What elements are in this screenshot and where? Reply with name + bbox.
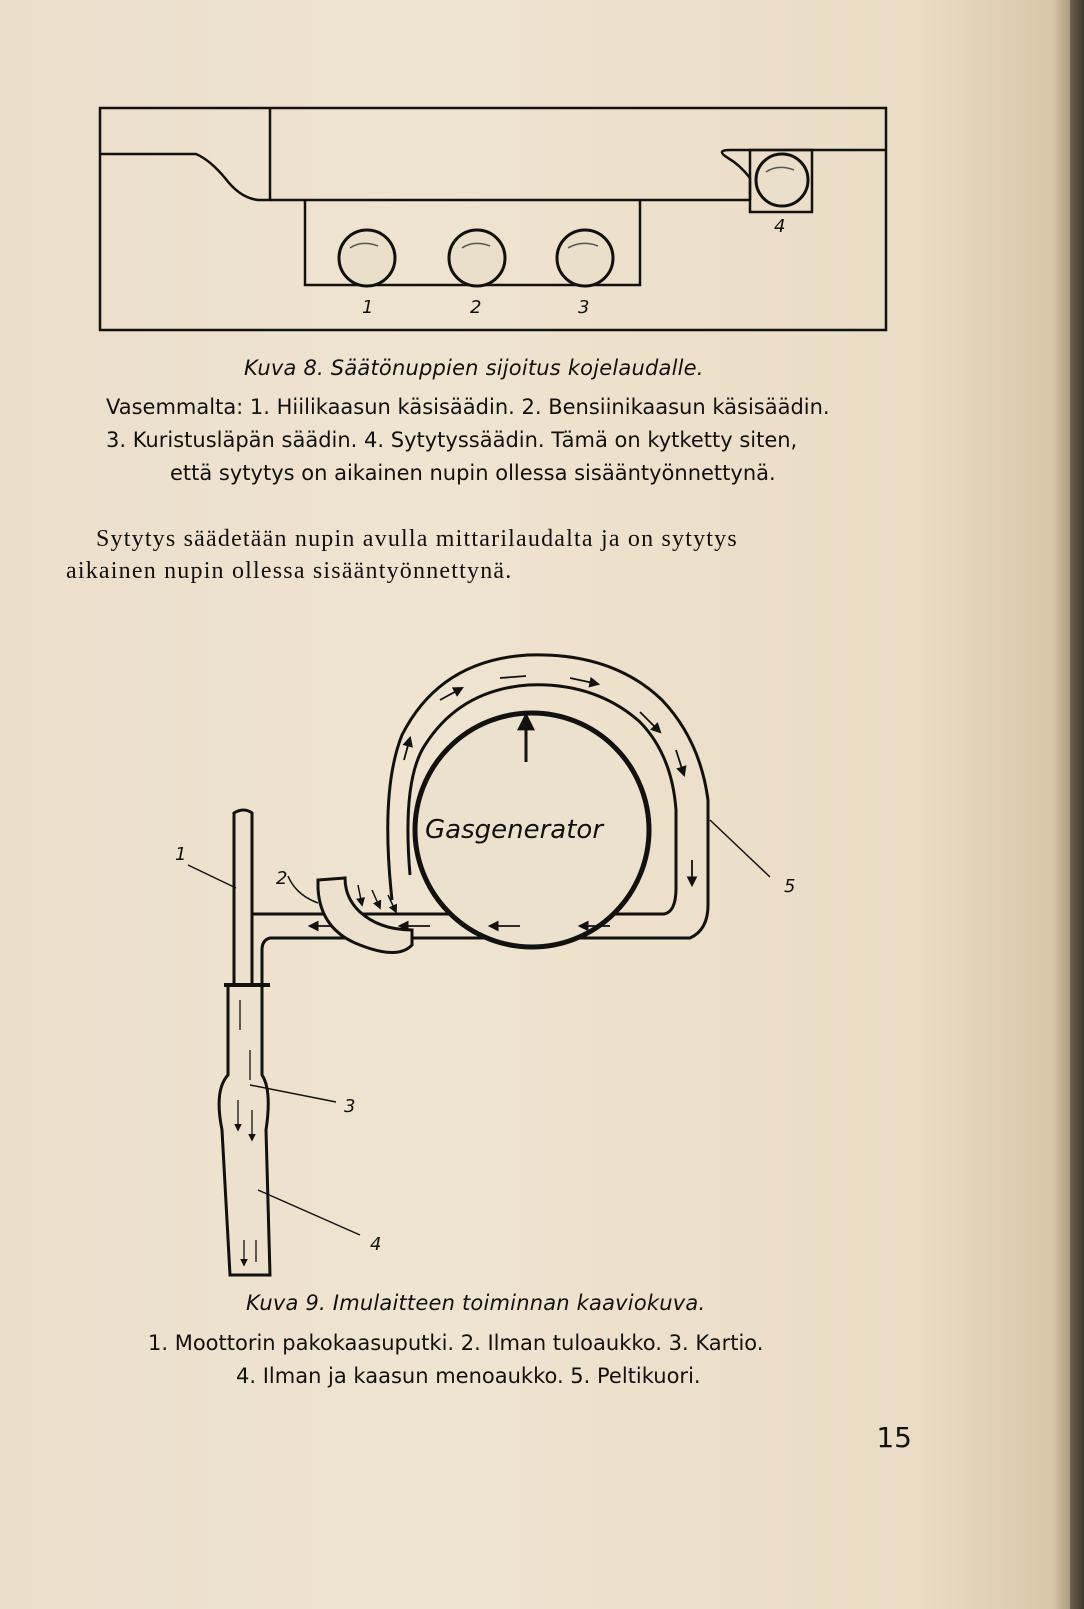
knob-label-2: 2: [470, 297, 482, 318]
body-paragraph-line-2: aikainen nupin ollessa sisääntyönnettynä.: [66, 558, 513, 584]
figure-9-caption-title: Kuva 9. Imulaitteen toiminnan kaaviokuva.: [246, 1291, 706, 1315]
knob-label-1: 1: [362, 297, 374, 318]
callout-4: 4: [370, 1234, 382, 1255]
exhaust-pipe: [234, 810, 252, 985]
figure-8-caption-line-2: 3. Kuristusläpän säädin. 4. Sytytyssäädin. Tämä on kytketty siten,: [106, 428, 798, 452]
figure-8-caption-title: Kuva 8. Säätönuppien sijoitus kojelaudalle.: [244, 356, 704, 380]
leader-1: [188, 865, 236, 888]
figure-8-caption-line-1: Vasemmalta: 1. Hiilikaasun käsisäädin. 2. Bensiinikaasun käsisäädin.: [106, 395, 830, 419]
figure-9-caption-line-2: 4. Ilman ja kaasun menoaukko. 5. Peltikuori.: [236, 1364, 701, 1388]
callout-5: 5: [784, 876, 796, 897]
callout-1: 1: [175, 844, 187, 865]
page-number: 15: [876, 1421, 912, 1454]
leader-4: [258, 1190, 360, 1235]
callout-2: 2: [276, 868, 288, 889]
figure-8-caption-line-3: että sytytys on aikainen nupin ollessa sisääntyönnettynä.: [170, 461, 776, 485]
knob-label-3: 3: [578, 297, 590, 318]
callout-3: 3: [344, 1096, 356, 1117]
knob-label-4: 4: [774, 216, 786, 237]
cone-outlet: [219, 985, 270, 1275]
figure-9-caption-line-1: 1. Moottorin pakokaasuputki. 2. Ilman tuloaukko. 3. Kartio.: [148, 1331, 764, 1355]
gas-generator-label: Gasgenerator: [425, 815, 604, 845]
body-paragraph-line-1: Sytytys säädetään nupin avulla mittarilaudalta ja on sytytys: [96, 526, 738, 552]
leader-2: [288, 876, 318, 903]
leader-5: [710, 820, 770, 877]
